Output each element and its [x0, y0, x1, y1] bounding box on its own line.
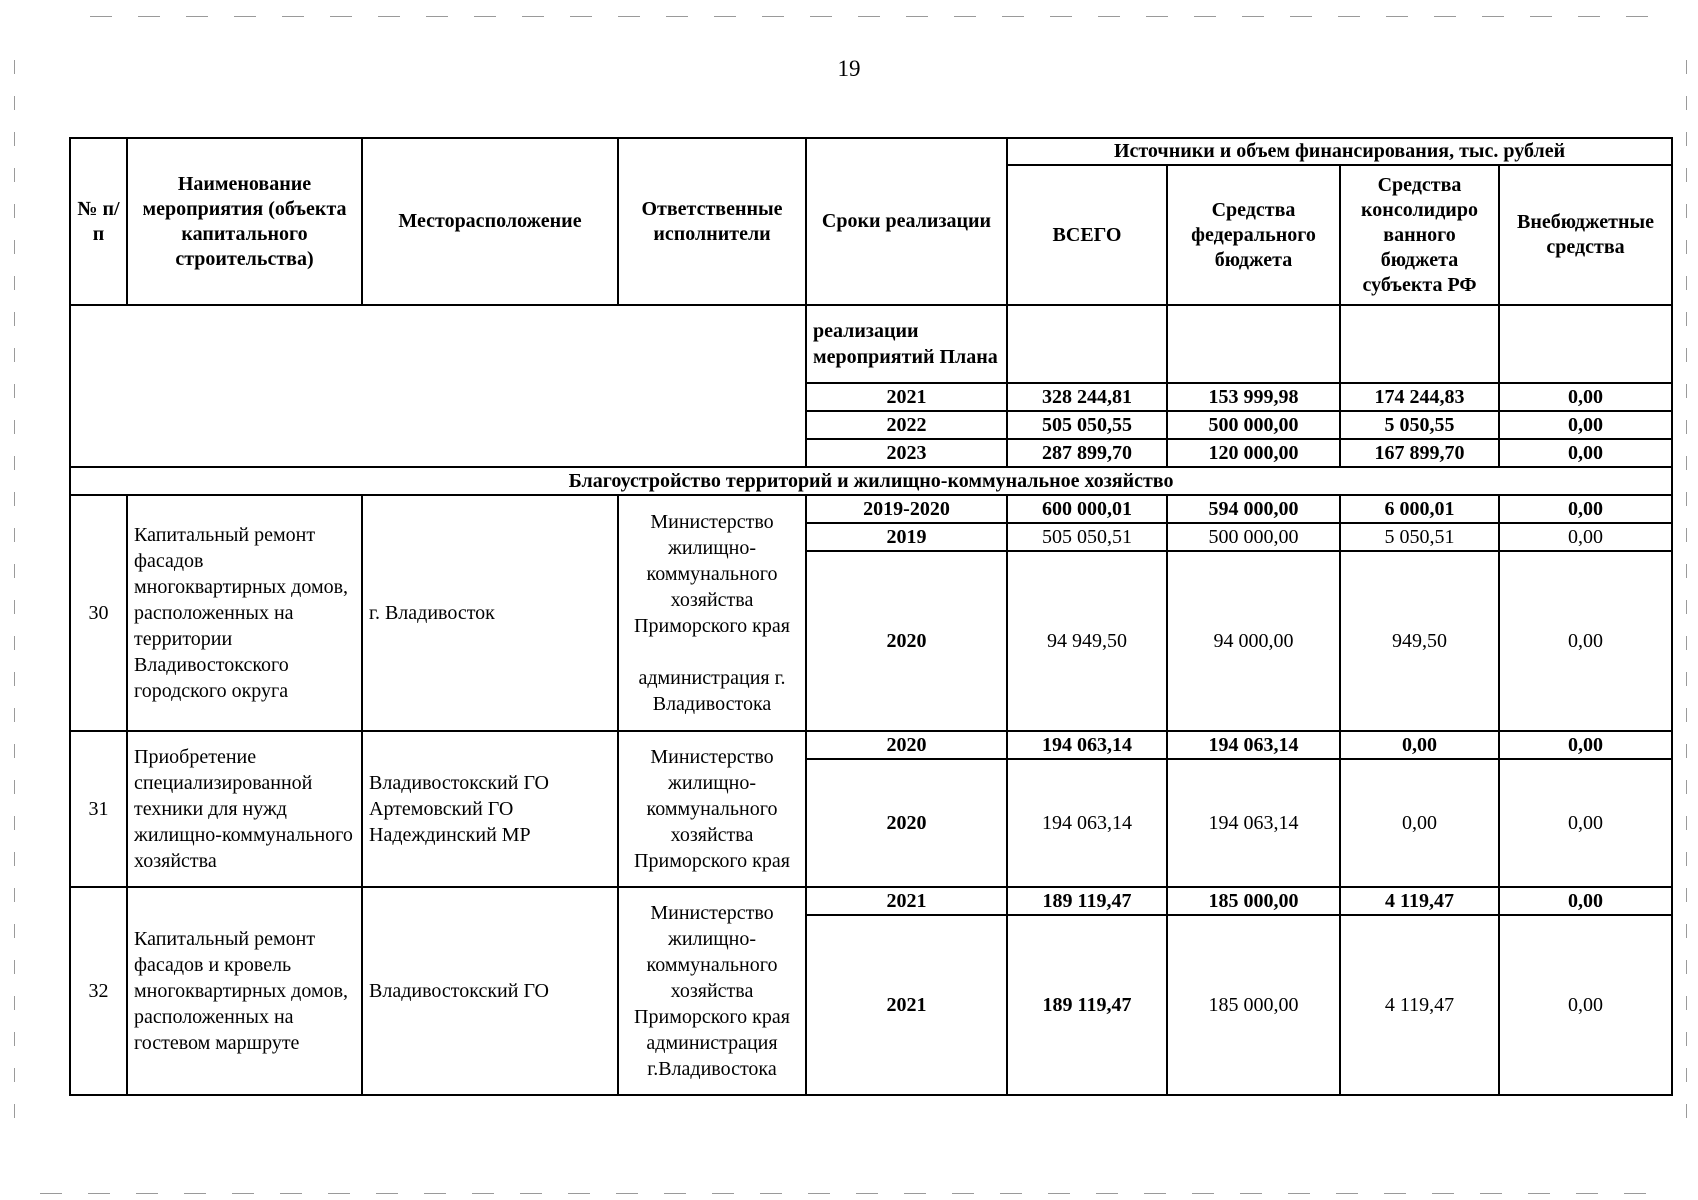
item-executors: Министерство жилищно-коммунального хозяйства Приморского края администрация г.Владивостока: [618, 887, 806, 1095]
empty-cell: [1340, 305, 1499, 383]
federal-cell: 500 000,00: [1167, 523, 1340, 551]
empty-cell: [1499, 305, 1672, 383]
federal-cell: 594 000,00: [1167, 495, 1340, 523]
extra-cell: 0,00: [1499, 887, 1672, 915]
total-cell: 505 050,55: [1007, 411, 1167, 439]
empty-cell: [1167, 305, 1340, 383]
scan-artifact-bottom: [40, 1193, 1660, 1194]
spacer: [625, 639, 799, 665]
year-cell: 2020: [806, 731, 1007, 759]
item-location: г. Владивосток: [362, 495, 618, 731]
federal-cell: 500 000,00: [1167, 411, 1340, 439]
extra-cell: 0,00: [1499, 759, 1672, 887]
year-cell: 2021: [806, 887, 1007, 915]
federal-cell: 194 063,14: [1167, 731, 1340, 759]
federal-cell: 120 000,00: [1167, 439, 1340, 467]
total-cell: 194 063,14: [1007, 759, 1167, 887]
item-num: 30: [70, 495, 127, 731]
federal-cell: 194 063,14: [1167, 759, 1340, 887]
total-cell: 194 063,14: [1007, 731, 1167, 759]
total-cell: 505 050,51: [1007, 523, 1167, 551]
year-cell: 2020: [806, 759, 1007, 887]
consolidated-cell: 5 050,51: [1340, 523, 1499, 551]
extra-cell: 0,00: [1499, 731, 1672, 759]
consolidated-cell: 0,00: [1340, 731, 1499, 759]
header-num: № п/п: [70, 138, 127, 305]
continuation-empty-cell: [70, 305, 806, 467]
continuation-label: реализации мероприятий Плана: [806, 305, 1007, 383]
item-name: Капитальный ремонт фасадов многоквартирных домов, расположенных на территории Владивостокского городского округа: [127, 495, 362, 731]
year-cell: 2019-2020: [806, 495, 1007, 523]
consolidated-cell: 4 119,47: [1340, 887, 1499, 915]
consolidated-cell: 5 050,55: [1340, 411, 1499, 439]
extra-cell: 0,00: [1499, 495, 1672, 523]
item-name: Приобретение специализированной техники для нужд жилищно-коммунального хозяйства: [127, 731, 362, 887]
executor-ministry: Министерство жилищно-коммунального хозяйства Приморского края: [634, 511, 790, 637]
extra-cell: 0,00: [1499, 439, 1672, 467]
executor-administration: администрация г. Владивостока: [638, 667, 786, 715]
scan-artifact-left: [14, 60, 15, 1140]
item-location: Владивостокский ГО: [362, 887, 618, 1095]
section-title: Благоустройство территорий и жилищно-коммунальное хозяйство: [70, 467, 1672, 495]
item-executors: [618, 495, 806, 731]
header-consolidated: Средства консолидиро ванного бюджета субъекта РФ: [1340, 165, 1499, 305]
table-row: [70, 731, 1672, 759]
total-cell: 287 899,70: [1007, 439, 1167, 467]
consolidated-cell: 167 899,70: [1340, 439, 1499, 467]
financing-table: [69, 137, 1673, 1096]
extra-cell: 0,00: [1499, 383, 1672, 411]
page-number: 19: [837, 56, 861, 81]
empty-cell: [1007, 305, 1167, 383]
extra-cell: 0,00: [1499, 411, 1672, 439]
year-cell: 2021: [806, 383, 1007, 411]
section-row: [70, 467, 1672, 495]
year-cell: 2023: [806, 439, 1007, 467]
header-period: Сроки реализации: [806, 138, 1007, 305]
federal-cell: 185 000,00: [1167, 915, 1340, 1095]
total-cell: 189 119,47: [1007, 915, 1167, 1095]
total-cell: 600 000,01: [1007, 495, 1167, 523]
year-cell: 2022: [806, 411, 1007, 439]
extra-cell: 0,00: [1499, 523, 1672, 551]
table-row: [70, 887, 1672, 915]
year-cell: 2021: [806, 915, 1007, 1095]
consolidated-cell: 949,50: [1340, 551, 1499, 731]
header-executors: Ответственные исполнители: [618, 138, 806, 305]
item-num: 31: [70, 731, 127, 887]
header-federal: Средства федерального бюджета: [1167, 165, 1340, 305]
header-name: Наименование мероприятия (объекта капитального строительства): [127, 138, 362, 305]
consolidated-cell: 174 244,83: [1340, 383, 1499, 411]
year-cell: 2019: [806, 523, 1007, 551]
item-name: Капитальный ремонт фасадов и кровель многоквартирных домов, расположенных на гостевом маршруте: [127, 887, 362, 1095]
header-extrabudget: Внебюджетные средства: [1499, 165, 1672, 305]
header-location: Месторасположение: [362, 138, 618, 305]
item-num: 32: [70, 887, 127, 1095]
header-sources-title: Источники и объем финансирования, тыс. рублей: [1007, 138, 1672, 165]
total-cell: 189 119,47: [1007, 887, 1167, 915]
item-location: Владивостокский ГО Артемовский ГО Надеждинский МР: [362, 731, 618, 887]
year-cell: 2020: [806, 551, 1007, 731]
total-cell: 94 949,50: [1007, 551, 1167, 731]
federal-cell: 153 999,98: [1167, 383, 1340, 411]
consolidated-cell: 4 119,47: [1340, 915, 1499, 1095]
table-row: [70, 495, 1672, 523]
item-executors: Министерство жилищно-коммунального хозяйства Приморского края: [618, 731, 806, 887]
extra-cell: 0,00: [1499, 551, 1672, 731]
federal-cell: 94 000,00: [1167, 551, 1340, 731]
extra-cell: 0,00: [1499, 915, 1672, 1095]
consolidated-cell: 0,00: [1340, 759, 1499, 887]
total-cell: 328 244,81: [1007, 383, 1167, 411]
table-row: [70, 305, 1672, 383]
federal-cell: 185 000,00: [1167, 887, 1340, 915]
scan-artifact-top: [90, 16, 1650, 17]
header-total: ВСЕГО: [1007, 165, 1167, 305]
scan-artifact-right: [1686, 60, 1687, 1140]
table-header-row: [70, 138, 1672, 165]
consolidated-cell: 6 000,01: [1340, 495, 1499, 523]
